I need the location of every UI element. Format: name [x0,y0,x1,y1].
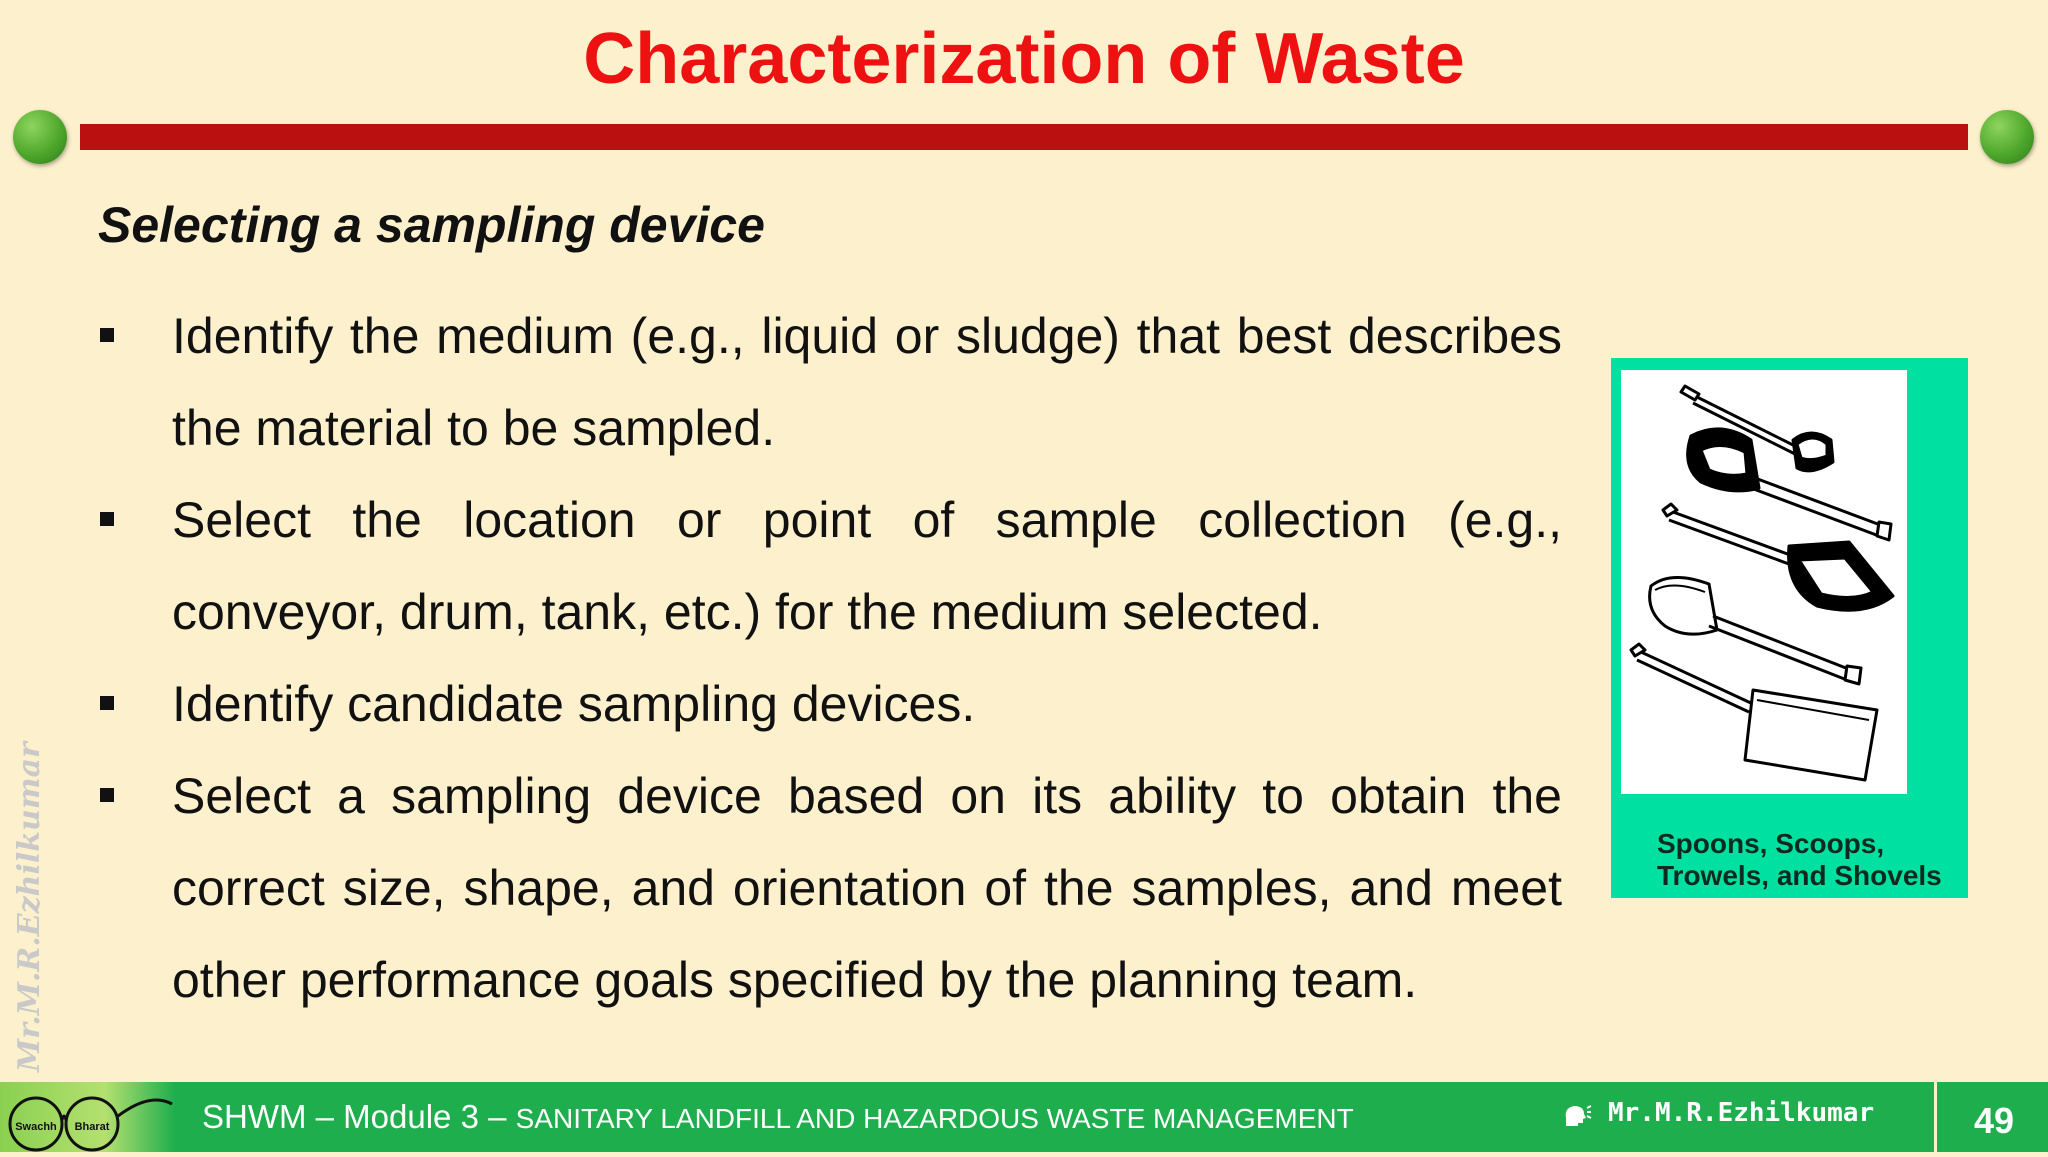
sampling-tools-illustration [1621,370,1907,794]
logo-word: Swachh [15,1121,57,1133]
footer-author [1562,1098,1874,1128]
bullet-text: Identify the medium (e.g., liquid or sludge) that best describes the material to be sampled. [172,308,1562,456]
figure-caption [1657,828,1967,892]
slide-footer [0,1082,2048,1152]
bullet-item [98,658,1562,750]
section-subtitle: Selecting a sampling device [98,197,765,253]
bullet-text: Identify candidate sampling devices. [172,676,976,732]
swachh-bharat-logo [0,1082,175,1152]
trowel-icon [1688,429,1891,540]
bullet-item [98,474,1562,658]
bullet-text: Select a sampling device based on its ability to obtain the correct size, shape, and orientation of the samples, and meet other performance goals specified by the planning team. [172,768,1562,1008]
square-bullet-icon [100,512,114,526]
footer-module-title: SANITARY LANDFILL AND HAZARDOUS WASTE MANAGEMENT [515,1103,1354,1134]
square-bullet-icon [100,696,114,710]
square-bullet-icon [100,328,114,342]
author-name: Mr.M.R.Ezhilkumar [1608,1098,1875,1128]
author-watermark: Mr.M.R.Ezhilkumar [12,742,47,1072]
right-green-dot [1980,110,2034,164]
slide-title: Characterization of Waste [583,19,1465,99]
square-bullet-icon [100,788,114,802]
logo-word: Bharat [74,1121,110,1133]
title-underline-bar [80,124,1968,150]
footer-divider [1934,1082,1937,1152]
bullet-text: Select the location or point of sample collection (e.g., conveyor, drum, tank, etc.) for the medium selected. [172,492,1562,640]
sampling-tools-figure [1611,358,1968,898]
figure-image-panel [1621,370,1907,794]
footer-module-text [202,1098,1354,1136]
left-green-dot [13,110,67,164]
caption-line: Spoons, Scoops, [1657,828,1885,859]
bullet-list [98,290,1562,1026]
glasses-logo-icon [0,1082,175,1152]
bullet-item [98,750,1562,1026]
bullet-item [98,290,1562,474]
footer-course: SHWM – Module 3 – [202,1098,516,1135]
caption-line: Trowels, and Shovels [1657,860,1942,891]
page-number: 49 [1973,1100,2015,1141]
